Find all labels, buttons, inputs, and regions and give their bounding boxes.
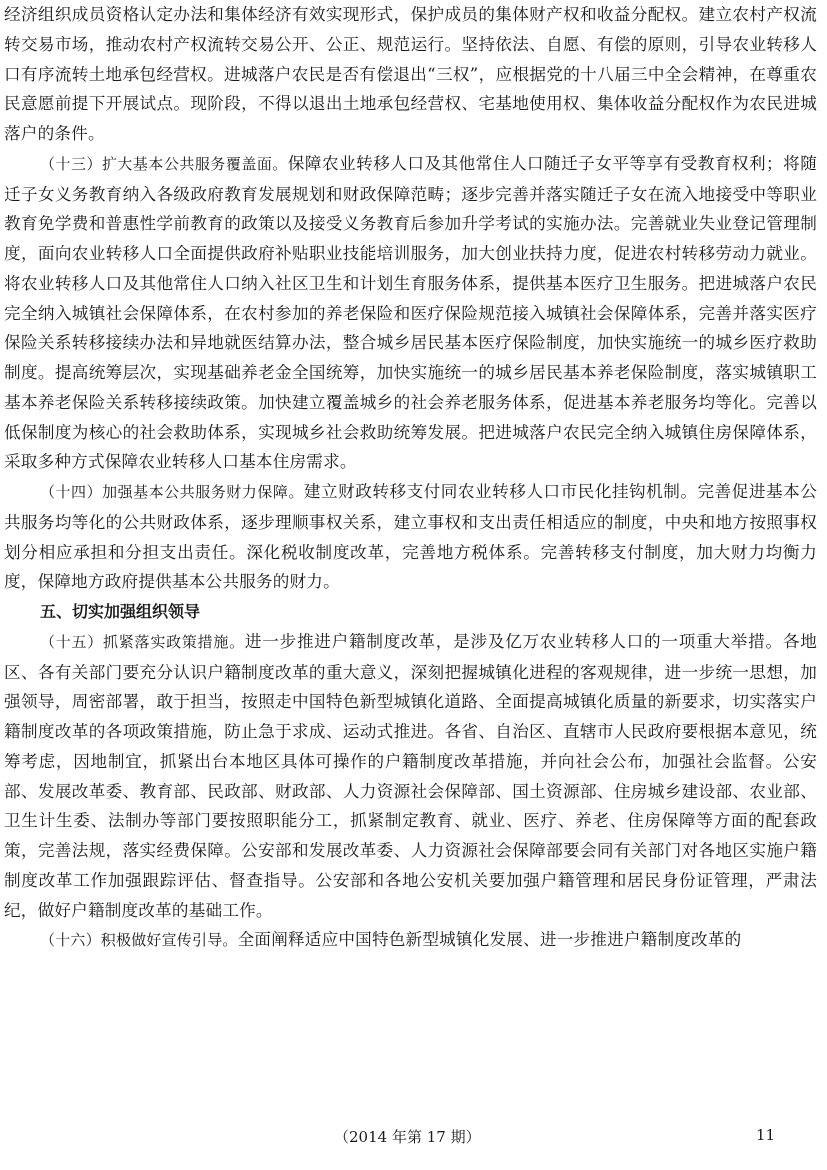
document-page <box>4 0 817 1170</box>
section-heading: 五、切实加强组织领导 <box>40 602 201 621</box>
paragraph-text: 建立财政转移支付同农业转移人口市民化挂钩机制。完善促进基本公共服务均等化的公共财政体系，逐步理顺事权关系，建立事权和支出责任相适应的制度，中央和地方按照事权划分相应承担和分担支出责任。深化税收制度改革，完善地方税体系。完善转移支付制度，加大财力均衡力度，保障地方政府提供基本公共服务的财力。 <box>4 482 818 592</box>
document-body <box>4 0 817 956</box>
issue-label: （2014 年第 17 期） <box>334 1128 481 1146</box>
paragraph-text: 进一步推进户籍制度改革，是涉及亿万农业转移人口的一项重大举措。各地区、各有关部门要充分认识户籍制度改革的重大意义，深刻把握城镇化进程的客观规律，进一步统一思想，加强领导，周密部署，敢于担当，按照走中国特色新型城镇化道路、全面提高城镇化质量的新要求，切实落实户籍制度改革的各项政策措施，防止急于求成、运动式推进。各省、自治区、直辖市人民政府要根据本意见，统筹考虑，因地制宜，抓紧出台本地区具体可操作的户籍制度改革措施，并向社会公布，加强社会监督。公安部、发展改革委、教育部、民政部、财政部、人力资源社会保障部、国土资源部、住房城乡建设部、农业部、卫生计生委、法制办等部门要按照职能分工，抓紧制定教育、就业、医疗、养老、住房保障等方面的配套政策，完善法规，落实经费保障。公安部和发展改革委、人力资源社会保障部要会同有关部门对各地区实施户籍制度改革工作加强跟踪评估、督查指导。公安部和各地公安机关要加强户籍管理和居民身份证管理，严肃法纪，做好户籍制度改革的基础工作。 <box>4 631 817 920</box>
paragraph-publicity <box>4 925 817 956</box>
paragraph-text: 全面阐释适应中国特色新型城镇化发展、进一步推进户籍制度改革的 <box>237 930 742 950</box>
paragraph-financial-guarantee <box>4 477 817 597</box>
page-number: 11 <box>756 1126 776 1144</box>
paragraph-text: 经济组织成员资格认定办法和集体经济有效实现形式，保护成员的集体财产权和收益分配权。建立农村产权流转交易市场，推动农村产权流转交易公开、公正、规范运行。坚持依法、自愿、有偿的原则，引导农业转移人口有序流转土地承包经营权。进城落户农民是否有偿退出“三权”，应根据党的十八届三中全会精神，在尊重农民意愿前提下开展试点。现阶段，不得以退出土地承包经营权、宅基地使用权、集体收益分配权作为农民进城落户的条件。 <box>4 5 817 143</box>
page-footer <box>4 1126 817 1150</box>
paragraph-lead: （十五）抓紧落实政策措施。 <box>40 632 245 651</box>
paragraph-public-services-coverage <box>4 149 817 477</box>
paragraph-policy-measures <box>4 627 817 926</box>
paragraph-lead: （十三）扩大基本公共服务覆盖面。 <box>40 154 288 173</box>
paragraph-lead: （十四）加强基本公共服务财力保障。 <box>40 483 304 501</box>
paragraph-collective-property <box>4 0 817 149</box>
paragraph-text: 保障农业转移人口及其他常住人口随迁子女平等享有受教育权利；将随迁子女义务教育纳入各级政府教育发展规划和财政保障范畴；逐步完善并落实随迁子女在流入地接受中等职业教育免学费和普惠性学前教育的政策以及接受义务教育后参加升学考试的实施办法。完善就业失业登记管理制度，面向农业转移人口全面提供政府补贴职业技能培训服务，加大创业扶持力度，促进农村转移劳动力就业。将农业转移人口及其他常住人口纳入社区卫生和计划生育服务体系，提供基本医疗卫生服务。把进城落户农民完全纳入城镇社会保障体系，在农村参加的养老保险和医疗保险规范接入城镇社会保障体系，完善并落实医疗保险关系转移接续办法和异地就医结算办法，整合城乡居民基本医疗保险制度，加快实施统一的城乡医疗救助制度。提高统筹层次，实现基础养老金全国统筹，加快实施统一的城乡居民基本养老保险制度，落实城镇职工基本养老保险关系转移接续政策。加快建立覆盖城乡的社会养老服务体系，促进基本养老服务均等化。完善以低保制度为核心的社会救助体系，实现城乡社会救助统筹发展。把进城落户农民完全纳入城镇住房保障体系，采取多种方式保障农业转移人口基本住房需求。 <box>4 153 818 472</box>
paragraph-lead: （十六）积极做好宣传引导。 <box>40 931 238 950</box>
